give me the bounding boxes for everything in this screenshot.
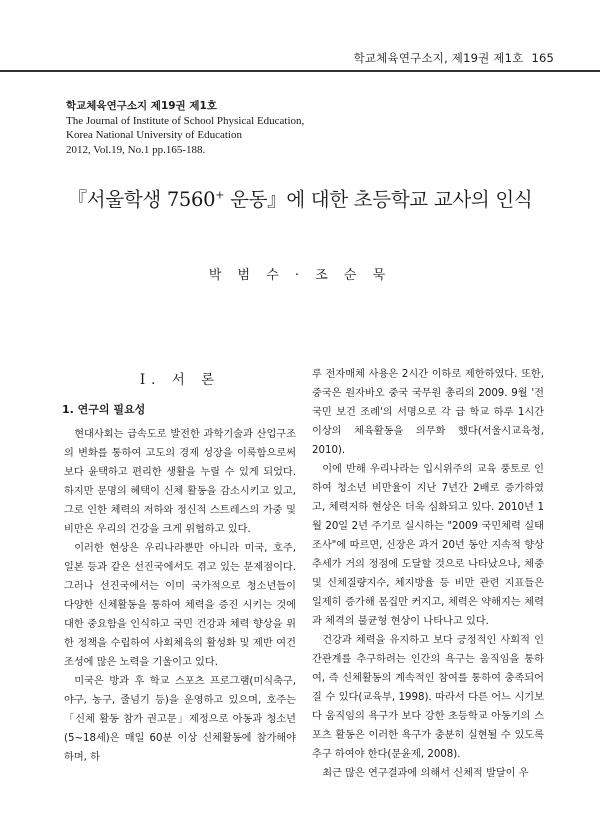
sub-heading: 1. 연구의 필요성: [62, 403, 146, 416]
authors: 박 범 수 · 조 순 묵: [208, 268, 392, 283]
citation-institution: Korea National University of Education: [66, 129, 242, 141]
citation-journal-en: The Journal of Institute of School Physical Education,: [66, 114, 305, 127]
body-paragraph: 현대사회는 급속도로 발전한 과학기술과 산업구조의 변화를 통하여 고도의 경제 성장을 이룩함으로써 보다 윤택하고 편리한 생활을 누릴 수 있게 되었다. 하지만 문명의 혜택이 신체 활동을 감소시키고 있고, 그로 인한 체력의 저하와 정신적 스트레스의 가중 및 비만은 우리의 건강을 크게 위협하고 있다.: [64, 429, 296, 535]
citation-issue: 2012, Vol.19, No.1 pp.165-188.: [66, 143, 206, 156]
section-heading: Ⅰ. 서 론: [139, 372, 221, 388]
right-column: [312, 365, 544, 783]
title-part1: 『서울학생 7560: [67, 188, 216, 211]
title-part2: 운동』에 대한 초등학교 교사의 인식: [224, 188, 533, 211]
title-sup: +: [215, 188, 225, 202]
header-rule: [0, 70, 600, 72]
left-column: [64, 365, 296, 767]
citation-journal-ko: 학교체육연구소지 제19권 제1호: [66, 100, 217, 112]
running-head: [354, 50, 554, 66]
body-paragraph: 미국은 방과 후 학교 스포츠 프로그램(미식축구, 야구, 농구, 줄넘기 등)을 운영하고 있으며, 호주는「신체 활동 참가 권고문」제정으로 아동과 청소년(5~18세)은 매일 60분 이상 신체활동에 참가해야 하며, 하: [64, 676, 296, 763]
body-paragraph: 이러한 현상은 우리나라뿐만 아니라 미국, 호주, 일본 등과 같은 선진국에서도 겪고 있는 문제점이다. 그러나 선진국에서는 이미 국가적으로 청소년들이 다양한 신체활동을 통하여 체력을 증진 시키는 것에 대한 중요함을 인식하고 국민 건강과 체력 향상을 위한 정책을 수립하여 사회체육의 활성화 및 제반 여건 조성에 많은 노력을 기울이고 있다.: [64, 543, 296, 668]
body-paragraph: 루 전자매체 사용은 2시간 이하로 제한하였다. 또한, 중국은 원자바오 중국 국무원 총리의 2009. 9월 '전국민 보건 조례'의 서명으로 각 급 학교 하루 1시간 이상의 체육활동을 의무화 했다(서울시교육청, 2010).: [312, 369, 544, 456]
body-paragraph: 건강과 체력을 유지하고 보다 긍정적인 사회적 인간관계를 추구하려는 인간의 욕구는 움직임을 통하여, 즉 신체활동의 계속적인 참여를 통하여 충족되어 질 수 있다(교육부, 1998). 따라서 다른 어느 시기보다 움직임의 욕구가 보다 강한 초등학교 아동기의 스포츠 활동은 이러한 욕구가 충분히 실현될 수 있도록 추구 하여야 한다(문윤제, 2008).: [312, 635, 544, 760]
paper-title: [0, 184, 600, 212]
body-paragraph: 최근 많은 연구결과에 의해서 신체적 발달이 우: [322, 768, 529, 779]
running-title: 학교체육연구소지, 제19권 제1호: [353, 51, 524, 65]
body-paragraph: 이에 반해 우리나라는 입시위주의 교육 풍토로 인하여 청소년 비만율이 지난 7년간 2배로 증가하였고, 체력저하 현상은 더욱 심화되고 있다. 2010년 1월 20일 2년 주기로 실시하는 "2009 국민체력 실태조사"에 따르면, 신장은 과거 20년 동안 지속적 향상 추세가 거의 정점에 도달할 것으로 나타났으나, 체중 및 신체질량지수, 체지방율 등 비만 관련 지표들은 일제히 증가해 몸집만 커지고, 체력은 약해지는 체력과 체격의 불균형 현상이 나타나고 있다.: [312, 464, 544, 627]
page-number: 165: [531, 51, 554, 65]
citation-block: [66, 99, 304, 157]
